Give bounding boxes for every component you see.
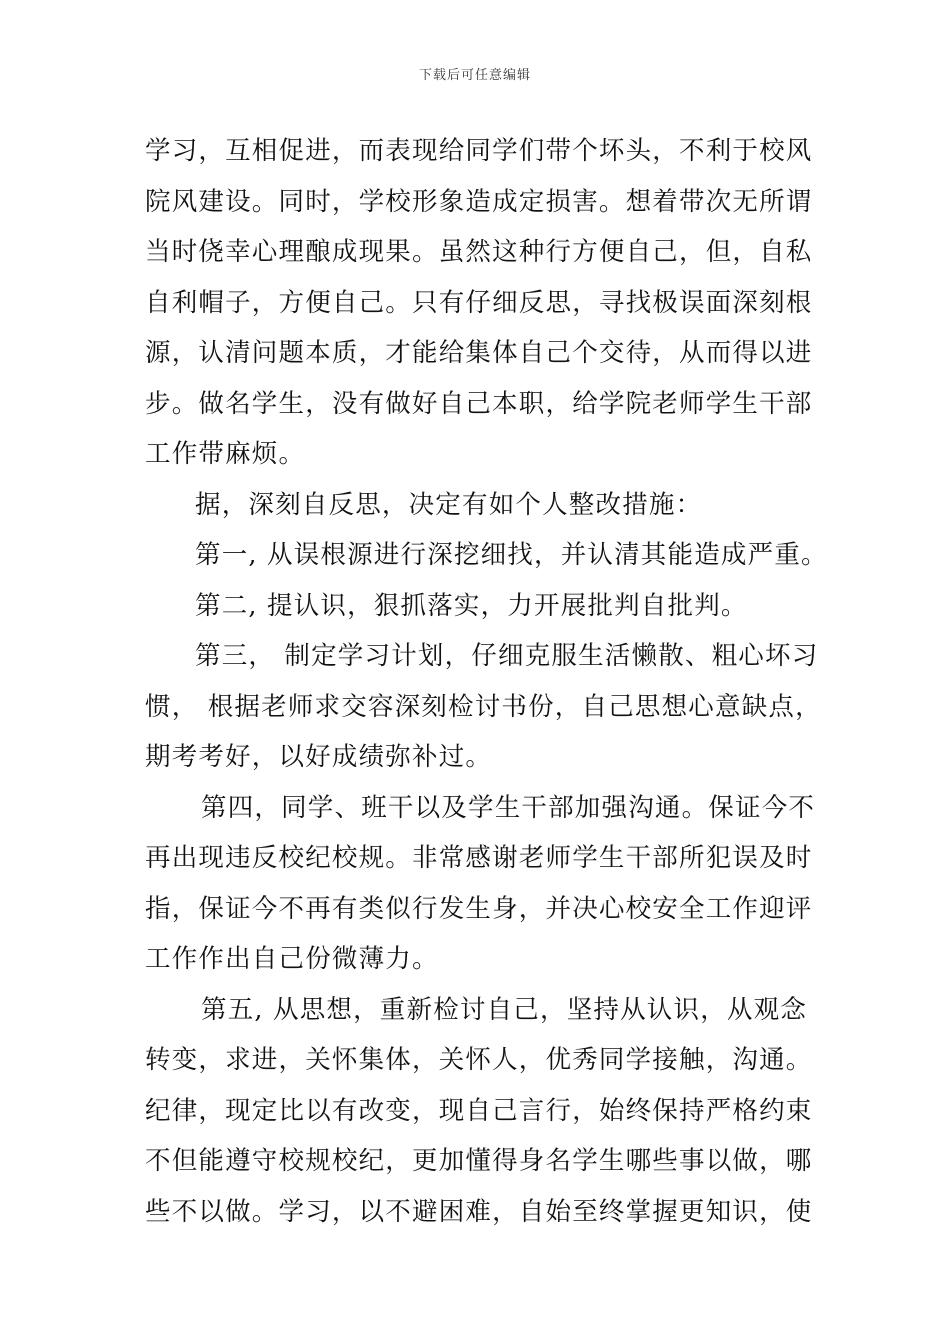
header-note: 下载后可任意编辑 <box>418 68 531 83</box>
text-line: 再出现违反校纪校规。非常感谢老师学生干部所犯误及时 <box>145 843 813 873</box>
paragraph-start-line: 第二, 提认识，狠抓落实，力开展批判自批判。 <box>195 590 748 621</box>
text-line: 工作作出自己份微薄力。 <box>145 944 439 974</box>
text-line: 期考考好，以好成绩弥补过。 <box>145 742 493 772</box>
text-line: 惯， 根据老师求交容深刻检讨书份，自己思想心意缺点， <box>145 691 822 722</box>
text-line: 些不以做。学习，以不避困难，自始至终掌握更知识，使 <box>145 1196 813 1227</box>
text-line: 不但能遵守校规校纪，更加懂得身名学生哪些事以做，哪 <box>145 1146 813 1176</box>
text-line: 步。做名学生，没有做好自己本职，给学院老师学生干部 <box>145 388 813 419</box>
paragraph-start-line: 第三， 制定学习计划，仔细克服生活懒散、粗心坏习 <box>195 641 819 671</box>
paragraph-start-line: 第四，同学、班干以及学生干部加强沟通。保证今不 <box>201 792 816 823</box>
document-body <box>145 126 828 1237</box>
text-line: 当时侥幸心理酿成现果。虽然这种行方便自己，但，自私 <box>145 237 813 267</box>
text-line: 转变，求进，关怀集体，关怀人，优秀同学接触，沟通。 <box>145 1045 813 1075</box>
paragraph-start-line: 据，深刻自反思，决定有如个人整改措施： <box>195 489 703 520</box>
text-line: 自利帽子，方便自己。只有仔细反思，寻找极误面深刻根 <box>145 287 813 318</box>
text-line: 指，保证今不再有类似行发生身，并决心校安全工作迎评 <box>145 893 813 924</box>
paragraph-start-line: 第一, 从误根源进行深挖细找，并认清其能造成严重。 <box>195 540 828 570</box>
text-line: 院风建设。同时，学校形象造成定损害。想着带次无所谓 <box>145 186 813 217</box>
paragraph-start-line: 第五, 从思想，重新检讨自己，坚持从认识，从观念 <box>201 994 808 1025</box>
text-line: 纪律，现定比以有改变，现自己言行，始终保持严格约束 <box>145 1095 813 1126</box>
text-line: 学习，互相促进，而表现给同学们带个坏头，不利于校风 <box>145 136 813 166</box>
text-line: 工作带麻烦。 <box>145 439 306 469</box>
text-line: 源，认清问题本质，才能给集体自己个交待，从而得以进 <box>145 338 813 368</box>
